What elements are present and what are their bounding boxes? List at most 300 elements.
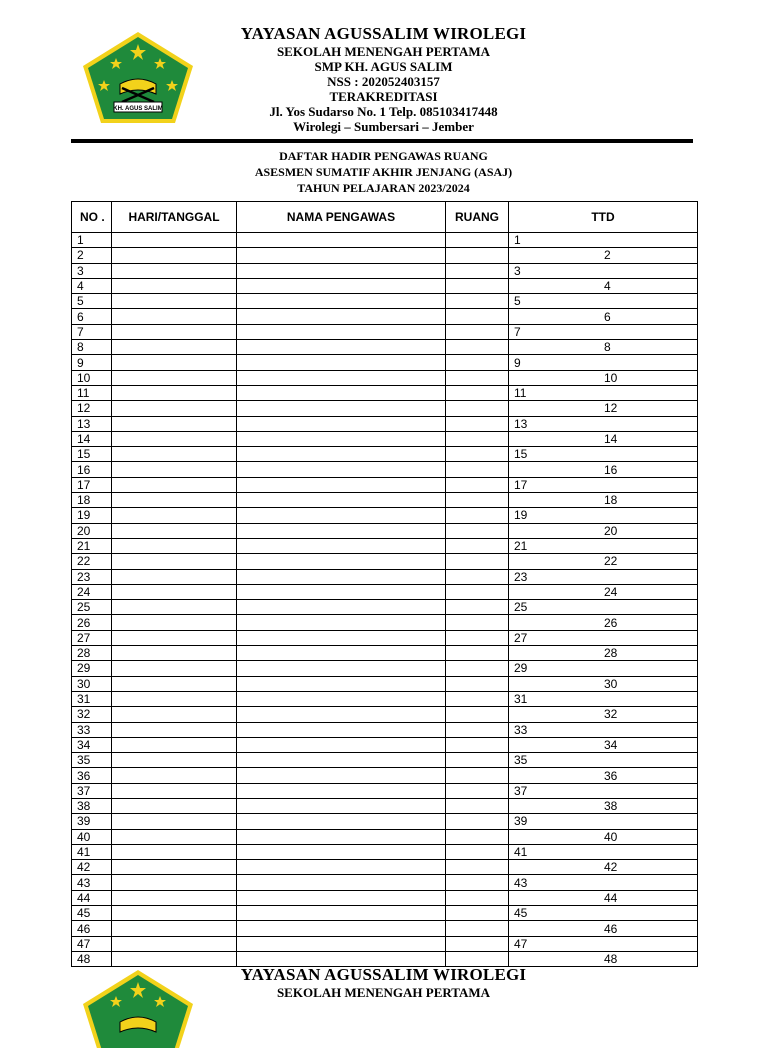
school-nss: NSS : 202052403157 bbox=[327, 74, 440, 89]
room-cell bbox=[446, 860, 509, 875]
table-row bbox=[72, 523, 698, 538]
signature-cell: 4 bbox=[509, 278, 698, 293]
signature-cell: 19 bbox=[509, 508, 698, 523]
room-cell bbox=[446, 477, 509, 492]
room-cell bbox=[446, 814, 509, 829]
name-cell bbox=[237, 906, 446, 921]
name-cell bbox=[237, 829, 446, 844]
signature-cell: 31 bbox=[509, 691, 698, 706]
table-row bbox=[72, 355, 698, 370]
date-cell bbox=[112, 508, 237, 523]
column-header-room: RUANG bbox=[446, 202, 509, 233]
row-number: 47 bbox=[72, 936, 112, 951]
signature-cell: 2 bbox=[509, 248, 698, 263]
row-number: 32 bbox=[72, 707, 112, 722]
date-cell bbox=[112, 691, 237, 706]
table-row bbox=[72, 600, 698, 615]
signature-cell: 37 bbox=[509, 783, 698, 798]
name-cell bbox=[237, 248, 446, 263]
school-logo-icon bbox=[80, 968, 196, 1048]
signature-cell: 33 bbox=[509, 722, 698, 737]
signature-cell: 47 bbox=[509, 936, 698, 951]
row-number: 46 bbox=[72, 921, 112, 936]
row-number: 41 bbox=[72, 844, 112, 859]
table-row bbox=[72, 646, 698, 661]
date-cell bbox=[112, 370, 237, 385]
name-cell bbox=[237, 783, 446, 798]
name-cell bbox=[237, 324, 446, 339]
name-cell bbox=[237, 508, 446, 523]
row-number: 4 bbox=[72, 278, 112, 293]
row-number: 25 bbox=[72, 600, 112, 615]
room-cell bbox=[446, 294, 509, 309]
table-row bbox=[72, 906, 698, 921]
row-number: 12 bbox=[72, 401, 112, 416]
date-cell bbox=[112, 554, 237, 569]
name-cell bbox=[237, 554, 446, 569]
name-cell bbox=[237, 768, 446, 783]
header-rule bbox=[71, 139, 693, 143]
table-row bbox=[72, 768, 698, 783]
date-cell bbox=[112, 309, 237, 324]
table-row bbox=[72, 829, 698, 844]
name-cell bbox=[237, 263, 446, 278]
name-cell bbox=[237, 233, 446, 248]
date-cell bbox=[112, 676, 237, 691]
signature-cell: 21 bbox=[509, 538, 698, 553]
row-number: 27 bbox=[72, 630, 112, 645]
name-cell bbox=[237, 844, 446, 859]
table-row bbox=[72, 324, 698, 339]
room-cell bbox=[446, 554, 509, 569]
row-number: 37 bbox=[72, 783, 112, 798]
table-row bbox=[72, 294, 698, 309]
table-row bbox=[72, 875, 698, 890]
signature-cell: 14 bbox=[509, 431, 698, 446]
name-cell bbox=[237, 431, 446, 446]
title-line-1: DAFTAR HADIR PENGAWAS RUANG bbox=[279, 149, 488, 163]
name-cell bbox=[237, 523, 446, 538]
signature-cell: 48 bbox=[509, 951, 698, 966]
name-cell bbox=[237, 600, 446, 615]
date-cell bbox=[112, 523, 237, 538]
signature-cell: 7 bbox=[509, 324, 698, 339]
date-cell bbox=[112, 615, 237, 630]
signature-cell: 3 bbox=[509, 263, 698, 278]
column-header-date: HARI/TANGGAL bbox=[112, 202, 237, 233]
room-cell bbox=[446, 508, 509, 523]
signature-cell: 40 bbox=[509, 829, 698, 844]
table-row bbox=[72, 538, 698, 553]
table-row bbox=[72, 630, 698, 645]
row-number: 5 bbox=[72, 294, 112, 309]
name-cell bbox=[237, 493, 446, 508]
signature-cell: 23 bbox=[509, 569, 698, 584]
date-cell bbox=[112, 431, 237, 446]
name-cell bbox=[237, 661, 446, 676]
signature-cell: 32 bbox=[509, 707, 698, 722]
date-cell bbox=[112, 890, 237, 905]
date-cell bbox=[112, 798, 237, 813]
signature-cell: 42 bbox=[509, 860, 698, 875]
room-cell bbox=[446, 462, 509, 477]
table-row bbox=[72, 584, 698, 599]
title-line-3: TAHUN PELAJARAN 2023/2024 bbox=[297, 181, 470, 195]
signature-cell: 11 bbox=[509, 385, 698, 400]
date-cell bbox=[112, 294, 237, 309]
date-cell bbox=[112, 814, 237, 829]
table-row bbox=[72, 508, 698, 523]
row-number: 26 bbox=[72, 615, 112, 630]
row-number: 7 bbox=[72, 324, 112, 339]
letterhead-page-2 bbox=[200, 964, 567, 1000]
row-number: 17 bbox=[72, 477, 112, 492]
row-number: 3 bbox=[72, 263, 112, 278]
room-cell bbox=[446, 921, 509, 936]
signature-cell: 18 bbox=[509, 493, 698, 508]
name-cell bbox=[237, 447, 446, 462]
signature-cell: 38 bbox=[509, 798, 698, 813]
name-cell bbox=[237, 875, 446, 890]
row-number: 20 bbox=[72, 523, 112, 538]
name-cell bbox=[237, 691, 446, 706]
room-cell bbox=[446, 401, 509, 416]
table-row bbox=[72, 860, 698, 875]
room-cell bbox=[446, 355, 509, 370]
signature-cell: 26 bbox=[509, 615, 698, 630]
date-cell bbox=[112, 477, 237, 492]
table-row bbox=[72, 722, 698, 737]
table-row bbox=[72, 263, 698, 278]
table-row bbox=[72, 431, 698, 446]
table-header-row bbox=[72, 202, 698, 233]
row-number: 40 bbox=[72, 829, 112, 844]
room-cell bbox=[446, 768, 509, 783]
room-cell bbox=[446, 340, 509, 355]
name-cell bbox=[237, 278, 446, 293]
signature-cell: 29 bbox=[509, 661, 698, 676]
date-cell bbox=[112, 936, 237, 951]
name-cell bbox=[237, 355, 446, 370]
foundation-name: YAYASAN AGUSSALIM WIROLEGI bbox=[240, 24, 527, 43]
signature-cell: 27 bbox=[509, 630, 698, 645]
name-cell bbox=[237, 340, 446, 355]
room-cell bbox=[446, 906, 509, 921]
name-cell bbox=[237, 370, 446, 385]
name-cell bbox=[237, 860, 446, 875]
row-number: 33 bbox=[72, 722, 112, 737]
signature-cell: 39 bbox=[509, 814, 698, 829]
row-number: 21 bbox=[72, 538, 112, 553]
date-cell bbox=[112, 906, 237, 921]
school-type: SEKOLAH MENENGAH PERTAMA bbox=[276, 44, 491, 59]
row-number: 6 bbox=[72, 309, 112, 324]
table-row bbox=[72, 890, 698, 905]
table-row bbox=[72, 783, 698, 798]
row-number: 36 bbox=[72, 768, 112, 783]
signature-cell: 36 bbox=[509, 768, 698, 783]
date-cell bbox=[112, 401, 237, 416]
signature-cell: 16 bbox=[509, 462, 698, 477]
room-cell bbox=[446, 233, 509, 248]
table-row bbox=[72, 340, 698, 355]
row-number: 13 bbox=[72, 416, 112, 431]
room-cell bbox=[446, 936, 509, 951]
row-number: 29 bbox=[72, 661, 112, 676]
room-cell bbox=[446, 584, 509, 599]
date-cell bbox=[112, 462, 237, 477]
table-row bbox=[72, 278, 698, 293]
date-cell bbox=[112, 355, 237, 370]
name-cell bbox=[237, 309, 446, 324]
room-cell bbox=[446, 600, 509, 615]
room-cell bbox=[446, 493, 509, 508]
table-row bbox=[72, 707, 698, 722]
table-row bbox=[72, 385, 698, 400]
table-row bbox=[72, 401, 698, 416]
row-number: 9 bbox=[72, 355, 112, 370]
signature-cell: 24 bbox=[509, 584, 698, 599]
attendance-table bbox=[71, 201, 698, 967]
date-cell bbox=[112, 875, 237, 890]
signature-cell: 12 bbox=[509, 401, 698, 416]
row-number: 45 bbox=[72, 906, 112, 921]
name-cell bbox=[237, 676, 446, 691]
table-row bbox=[72, 462, 698, 477]
signature-cell: 20 bbox=[509, 523, 698, 538]
signature-cell: 8 bbox=[509, 340, 698, 355]
room-cell bbox=[446, 523, 509, 538]
date-cell bbox=[112, 921, 237, 936]
date-cell bbox=[112, 661, 237, 676]
row-number: 14 bbox=[72, 431, 112, 446]
signature-cell: 28 bbox=[509, 646, 698, 661]
date-cell bbox=[112, 278, 237, 293]
name-cell bbox=[237, 569, 446, 584]
room-cell bbox=[446, 676, 509, 691]
row-number: 43 bbox=[72, 875, 112, 890]
room-cell bbox=[446, 707, 509, 722]
school-location: Wirolegi – Sumbersari – Jember bbox=[293, 119, 474, 134]
name-cell bbox=[237, 462, 446, 477]
row-number: 48 bbox=[72, 951, 112, 966]
date-cell bbox=[112, 584, 237, 599]
row-number: 10 bbox=[72, 370, 112, 385]
table-row bbox=[72, 814, 698, 829]
room-cell bbox=[446, 569, 509, 584]
document-title bbox=[200, 148, 567, 196]
name-cell bbox=[237, 890, 446, 905]
signature-cell: 46 bbox=[509, 921, 698, 936]
signature-cell: 6 bbox=[509, 309, 698, 324]
signature-cell: 30 bbox=[509, 676, 698, 691]
row-number: 28 bbox=[72, 646, 112, 661]
table-row bbox=[72, 569, 698, 584]
date-cell bbox=[112, 860, 237, 875]
room-cell bbox=[446, 829, 509, 844]
date-cell bbox=[112, 385, 237, 400]
column-header-signature: TTD bbox=[509, 202, 698, 233]
table-row bbox=[72, 691, 698, 706]
date-cell bbox=[112, 538, 237, 553]
table-row bbox=[72, 493, 698, 508]
signature-cell: 1 bbox=[509, 233, 698, 248]
column-header-name: NAMA PENGAWAS bbox=[237, 202, 446, 233]
signature-cell: 13 bbox=[509, 416, 698, 431]
row-number: 1 bbox=[72, 233, 112, 248]
title-line-2: ASESMEN SUMATIF AKHIR JENJANG (ASAJ) bbox=[254, 165, 513, 179]
room-cell bbox=[446, 875, 509, 890]
row-number: 31 bbox=[72, 691, 112, 706]
name-cell bbox=[237, 722, 446, 737]
signature-cell: 17 bbox=[509, 477, 698, 492]
row-number: 23 bbox=[72, 569, 112, 584]
room-cell bbox=[446, 431, 509, 446]
name-cell bbox=[237, 814, 446, 829]
date-cell bbox=[112, 768, 237, 783]
row-number: 22 bbox=[72, 554, 112, 569]
room-cell bbox=[446, 661, 509, 676]
name-cell bbox=[237, 385, 446, 400]
date-cell bbox=[112, 722, 237, 737]
row-number: 18 bbox=[72, 493, 112, 508]
date-cell bbox=[112, 263, 237, 278]
signature-cell: 9 bbox=[509, 355, 698, 370]
date-cell bbox=[112, 737, 237, 752]
signature-cell: 44 bbox=[509, 890, 698, 905]
table-row bbox=[72, 737, 698, 752]
name-cell bbox=[237, 936, 446, 951]
room-cell bbox=[446, 416, 509, 431]
name-cell bbox=[237, 646, 446, 661]
name-cell bbox=[237, 401, 446, 416]
table-row bbox=[72, 661, 698, 676]
room-cell bbox=[446, 538, 509, 553]
date-cell bbox=[112, 248, 237, 263]
room-cell bbox=[446, 753, 509, 768]
name-cell bbox=[237, 615, 446, 630]
date-cell bbox=[112, 630, 237, 645]
date-cell bbox=[112, 707, 237, 722]
row-number: 8 bbox=[72, 340, 112, 355]
date-cell bbox=[112, 753, 237, 768]
name-cell bbox=[237, 753, 446, 768]
school-name: SMP KH. AGUS SALIM bbox=[314, 59, 453, 74]
date-cell bbox=[112, 569, 237, 584]
row-number: 19 bbox=[72, 508, 112, 523]
row-number: 24 bbox=[72, 584, 112, 599]
room-cell bbox=[446, 798, 509, 813]
signature-cell: 22 bbox=[509, 554, 698, 569]
table-row bbox=[72, 844, 698, 859]
signature-cell: 34 bbox=[509, 737, 698, 752]
row-number: 44 bbox=[72, 890, 112, 905]
date-cell bbox=[112, 600, 237, 615]
table-row bbox=[72, 477, 698, 492]
room-cell bbox=[446, 278, 509, 293]
school-address: Jl. Yos Sudarso No. 1 Telp. 085103417448 bbox=[269, 104, 498, 119]
room-cell bbox=[446, 385, 509, 400]
logo-text: KH. AGUS SALIM bbox=[113, 106, 163, 112]
row-number: 16 bbox=[72, 462, 112, 477]
table-row bbox=[72, 233, 698, 248]
date-cell bbox=[112, 416, 237, 431]
row-number: 34 bbox=[72, 737, 112, 752]
date-cell bbox=[112, 233, 237, 248]
letterhead bbox=[200, 23, 567, 134]
room-cell bbox=[446, 737, 509, 752]
room-cell bbox=[446, 309, 509, 324]
table-row bbox=[72, 554, 698, 569]
table-row bbox=[72, 370, 698, 385]
name-cell bbox=[237, 294, 446, 309]
school-logo-icon bbox=[80, 30, 196, 126]
table-row bbox=[72, 753, 698, 768]
signature-cell: 41 bbox=[509, 844, 698, 859]
signature-cell: 10 bbox=[509, 370, 698, 385]
table-row bbox=[72, 921, 698, 936]
room-cell bbox=[446, 630, 509, 645]
row-number: 35 bbox=[72, 753, 112, 768]
signature-cell: 45 bbox=[509, 906, 698, 921]
name-cell bbox=[237, 707, 446, 722]
signature-cell: 35 bbox=[509, 753, 698, 768]
column-header-no: NO . bbox=[72, 202, 112, 233]
date-cell bbox=[112, 447, 237, 462]
school-type: SEKOLAH MENENGAH PERTAMA bbox=[276, 985, 491, 1000]
table-row bbox=[72, 676, 698, 691]
room-cell bbox=[446, 890, 509, 905]
name-cell bbox=[237, 538, 446, 553]
date-cell bbox=[112, 493, 237, 508]
table-row bbox=[72, 248, 698, 263]
signature-cell: 43 bbox=[509, 875, 698, 890]
date-cell bbox=[112, 340, 237, 355]
signature-cell: 5 bbox=[509, 294, 698, 309]
room-cell bbox=[446, 324, 509, 339]
signature-cell: 15 bbox=[509, 447, 698, 462]
room-cell bbox=[446, 691, 509, 706]
row-number: 11 bbox=[72, 385, 112, 400]
name-cell bbox=[237, 584, 446, 599]
room-cell bbox=[446, 447, 509, 462]
row-number: 2 bbox=[72, 248, 112, 263]
row-number: 39 bbox=[72, 814, 112, 829]
name-cell bbox=[237, 477, 446, 492]
accreditation: TERAKREDITASI bbox=[329, 89, 438, 104]
row-number: 38 bbox=[72, 798, 112, 813]
date-cell bbox=[112, 324, 237, 339]
room-cell bbox=[446, 783, 509, 798]
room-cell bbox=[446, 722, 509, 737]
table-row bbox=[72, 416, 698, 431]
row-number: 42 bbox=[72, 860, 112, 875]
date-cell bbox=[112, 646, 237, 661]
table-row bbox=[72, 309, 698, 324]
signature-cell: 25 bbox=[509, 600, 698, 615]
table-row bbox=[72, 447, 698, 462]
table-row bbox=[72, 798, 698, 813]
date-cell bbox=[112, 844, 237, 859]
name-cell bbox=[237, 737, 446, 752]
date-cell bbox=[112, 829, 237, 844]
date-cell bbox=[112, 783, 237, 798]
room-cell bbox=[446, 263, 509, 278]
room-cell bbox=[446, 370, 509, 385]
name-cell bbox=[237, 798, 446, 813]
room-cell bbox=[446, 646, 509, 661]
foundation-name: YAYASAN AGUSSALIM WIROLEGI bbox=[240, 965, 527, 984]
